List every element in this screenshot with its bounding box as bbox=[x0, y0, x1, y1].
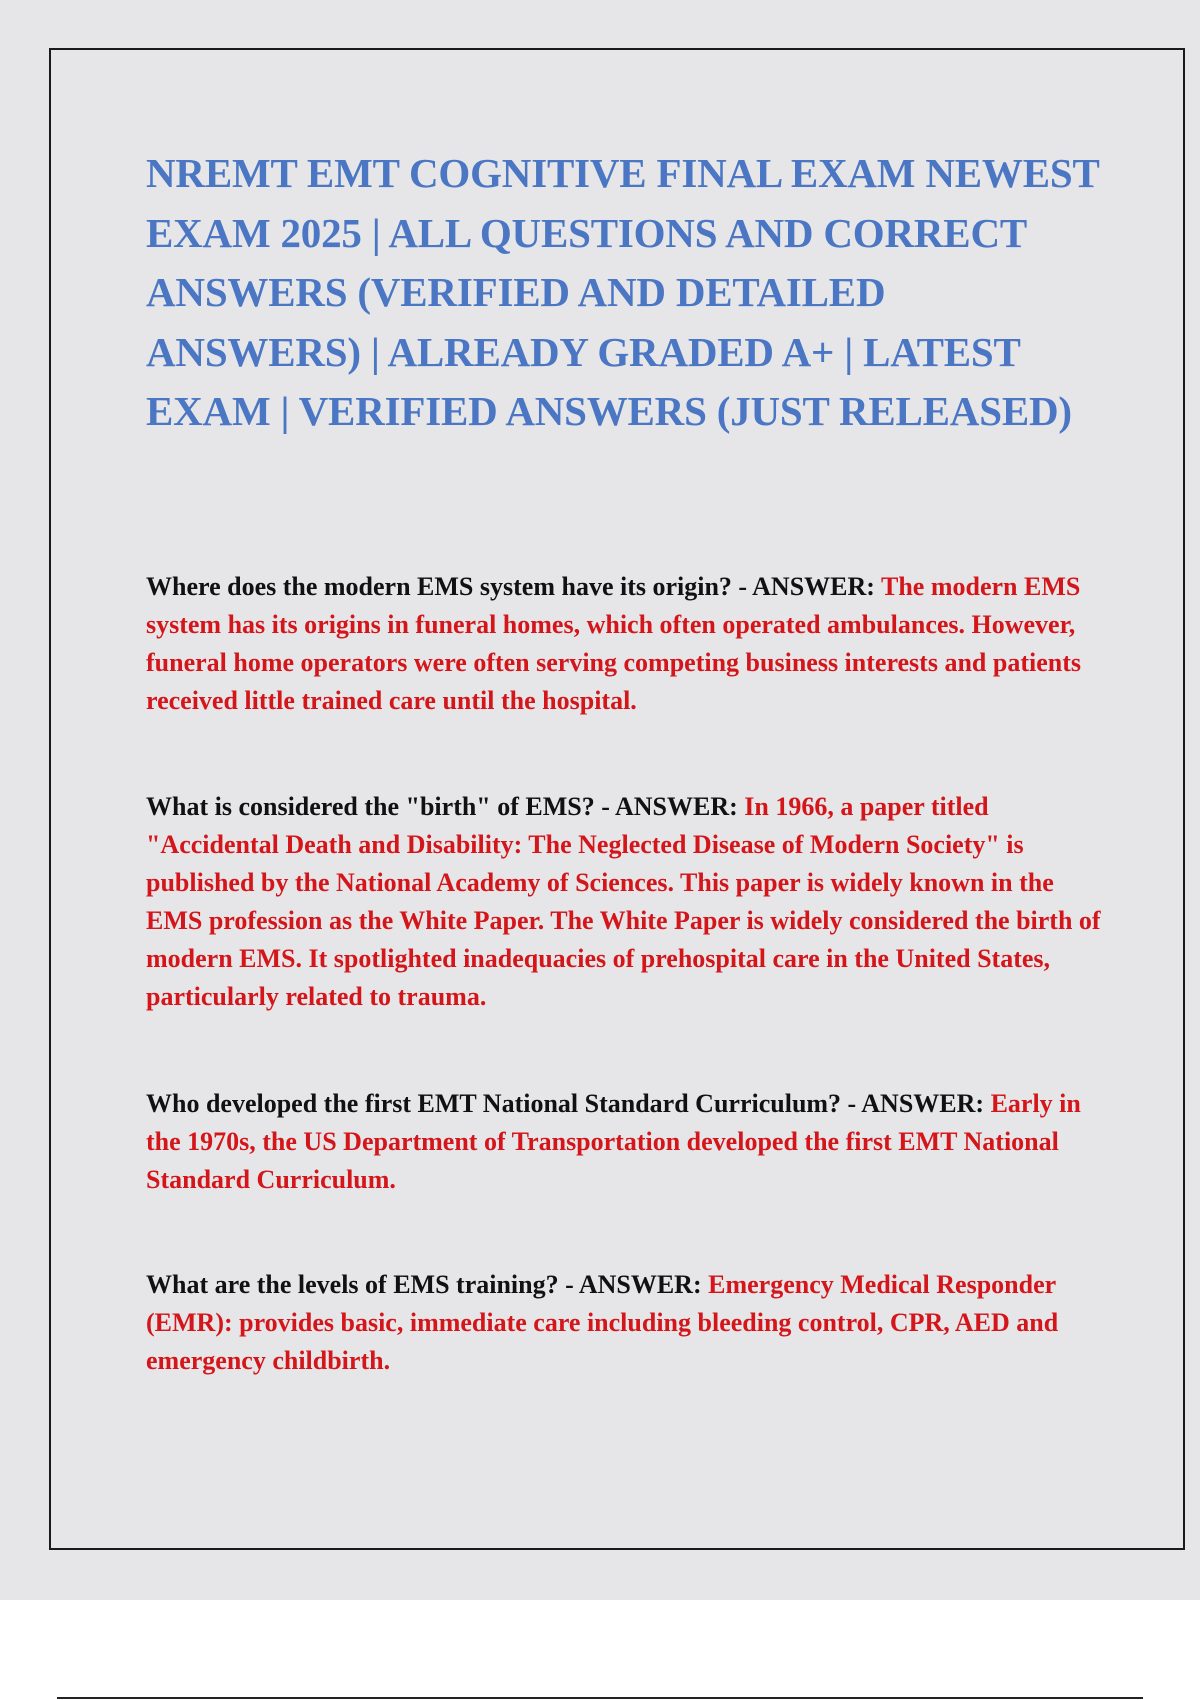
question-text: What are the levels of EMS training? - ANSWER: bbox=[146, 1270, 709, 1299]
qa-item-emt-curriculum bbox=[146, 1085, 1106, 1199]
qa-item-ems-origin bbox=[146, 568, 1106, 720]
qa-item-ems-birth bbox=[146, 788, 1106, 1016]
document-title: NREMT EMT COGNITIVE FINAL EXAM NEWEST EXAM 2025 | ALL QUESTIONS AND CORRECT ANSWERS (VERIFIED AND DETAILED ANSWERS) | ALREADY GRADED A+ | LATEST EXAM | VERIFIED ANSWERS (JUST RELEASED) bbox=[146, 150, 1099, 434]
answer-text: The modern EMS system has its origins in funeral homes, which often operated ambulances. However, funeral home operators were often serving competing business interests and patients received little trained care until the hospital. bbox=[146, 572, 1081, 715]
footer-divider bbox=[57, 1697, 1143, 1699]
answer-text: Emergency Medical Responder (EMR): provides basic, immediate care including bleeding control, CPR, AED and emergency childbirth. bbox=[146, 1270, 1059, 1375]
qa-item-ems-training-levels bbox=[146, 1266, 1106, 1380]
answer-text: In 1966, a paper titled "Accidental Death and Disability: The Neglected Disease of Modern Society" is published by the National Academy of Sciences. This paper is widely known in the EMS profession as the White Paper. The White Paper is widely considered the birth of modern EMS. It spotlighted inadequacies of prehospital care in the United States, particularly related to trauma. bbox=[146, 792, 1101, 1011]
question-text: Who developed the first EMT National Standard Curriculum? - ANSWER: bbox=[146, 1089, 991, 1118]
question-text: Where does the modern EMS system have its origin? - ANSWER: bbox=[146, 572, 881, 601]
answer-text: Early in the 1970s, the US Department of Transportation developed the first EMT National Standard Curriculum. bbox=[146, 1089, 1081, 1194]
question-text: What is considered the "birth" of EMS? - ANSWER: bbox=[146, 792, 745, 821]
